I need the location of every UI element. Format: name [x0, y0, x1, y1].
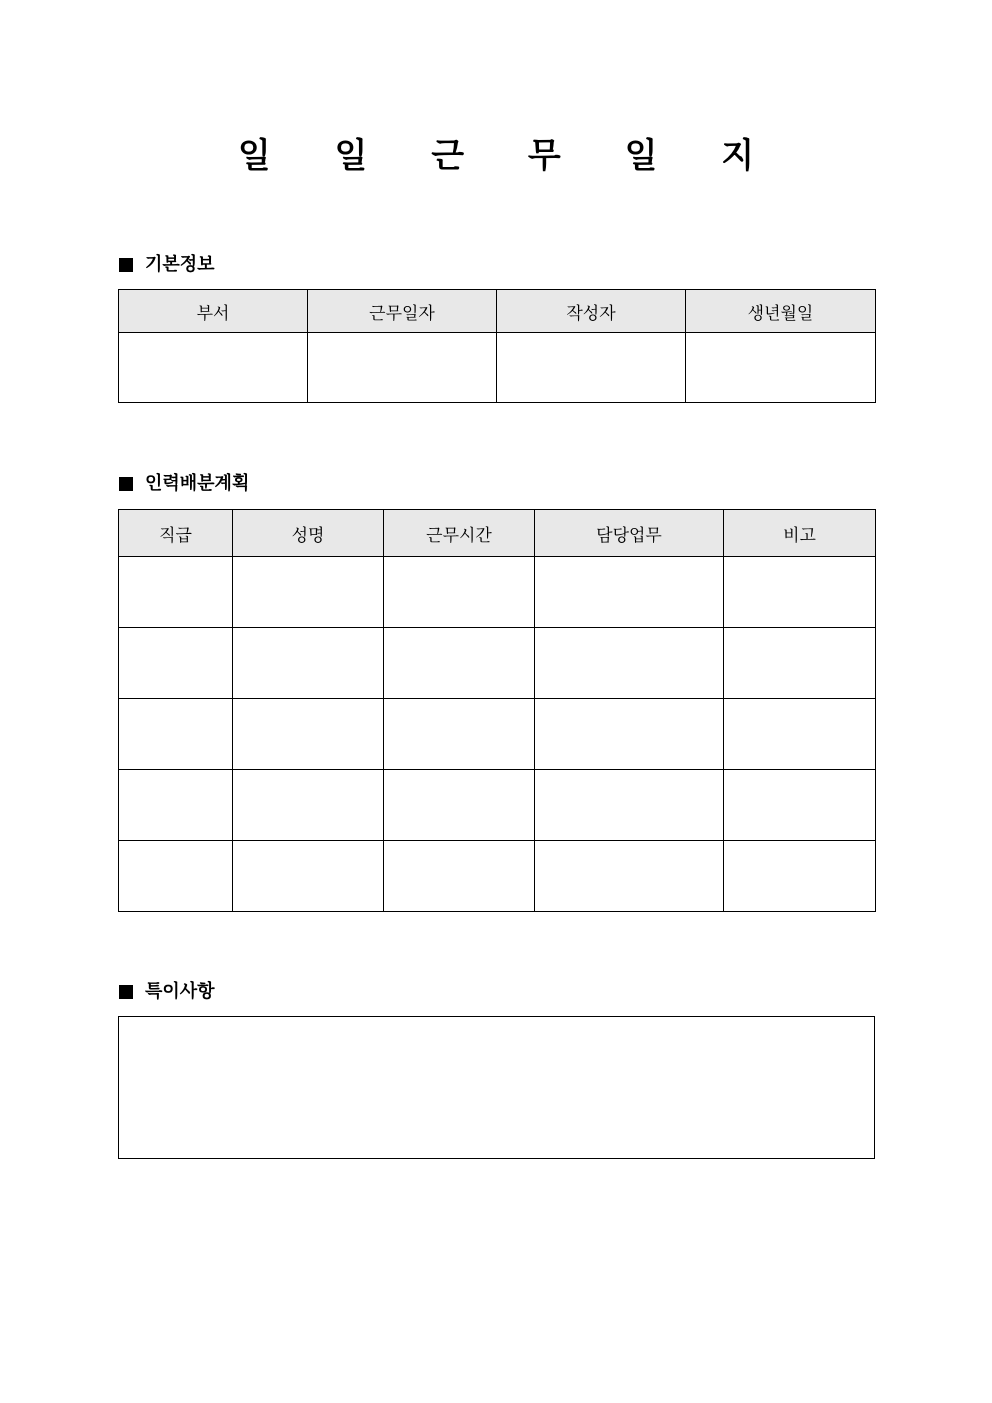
rank-cell[interactable]	[119, 841, 233, 912]
table-header-row	[119, 290, 876, 333]
remarks-box[interactable]	[118, 1016, 875, 1159]
square-bullet-icon	[119, 258, 133, 272]
column-header-department: 부서	[119, 290, 308, 333]
duty-cell[interactable]	[535, 699, 724, 770]
section-heading-label: 특이사항	[145, 981, 215, 1002]
author-cell[interactable]	[497, 333, 686, 403]
name-cell[interactable]	[233, 557, 384, 628]
work-hours-cell[interactable]	[384, 557, 535, 628]
section-heading-basic-info	[119, 253, 215, 277]
duty-cell[interactable]	[535, 557, 724, 628]
note-cell[interactable]	[724, 699, 876, 770]
work-hours-cell[interactable]	[384, 628, 535, 699]
column-header-rank: 직급	[119, 510, 233, 557]
duty-cell[interactable]	[535, 841, 724, 912]
table-row	[119, 557, 876, 628]
section-heading-label: 기본정보	[145, 254, 215, 275]
column-header-work-hours: 근무시간	[384, 510, 535, 557]
work-hours-cell[interactable]	[384, 841, 535, 912]
table-row	[119, 770, 876, 841]
note-cell[interactable]	[724, 841, 876, 912]
name-cell[interactable]	[233, 628, 384, 699]
rank-cell[interactable]	[119, 770, 233, 841]
table-header-row	[119, 510, 876, 557]
column-header-duty: 담당업무	[535, 510, 724, 557]
note-cell[interactable]	[724, 770, 876, 841]
birthdate-cell[interactable]	[686, 333, 876, 403]
column-header-note: 비고	[724, 510, 876, 557]
name-cell[interactable]	[233, 770, 384, 841]
column-header-work-date: 근무일자	[308, 290, 497, 333]
section-heading-label: 인력배분계획	[145, 473, 250, 494]
table-row	[119, 333, 876, 403]
table-row	[119, 699, 876, 770]
note-cell[interactable]	[724, 557, 876, 628]
table-row	[119, 628, 876, 699]
name-cell[interactable]	[233, 841, 384, 912]
staff-plan-table	[118, 509, 876, 912]
rank-cell[interactable]	[119, 699, 233, 770]
note-cell[interactable]	[724, 628, 876, 699]
duty-cell[interactable]	[535, 770, 724, 841]
column-header-name: 성명	[233, 510, 384, 557]
rank-cell[interactable]	[119, 557, 233, 628]
work-date-cell[interactable]	[308, 333, 497, 403]
basic-info-table	[118, 289, 876, 403]
work-hours-cell[interactable]	[384, 699, 535, 770]
column-header-birthdate: 생년월일	[686, 290, 876, 333]
column-header-author: 작성자	[497, 290, 686, 333]
department-cell[interactable]	[119, 333, 308, 403]
work-hours-cell[interactable]	[384, 770, 535, 841]
table-row	[119, 841, 876, 912]
section-heading-staff-plan	[119, 472, 249, 496]
section-heading-remarks	[119, 980, 215, 1004]
duty-cell[interactable]	[535, 628, 724, 699]
square-bullet-icon	[119, 477, 133, 491]
rank-cell[interactable]	[119, 628, 233, 699]
page-title: 일 일 근 무 일 지	[237, 136, 781, 176]
square-bullet-icon	[119, 985, 133, 999]
name-cell[interactable]	[233, 699, 384, 770]
